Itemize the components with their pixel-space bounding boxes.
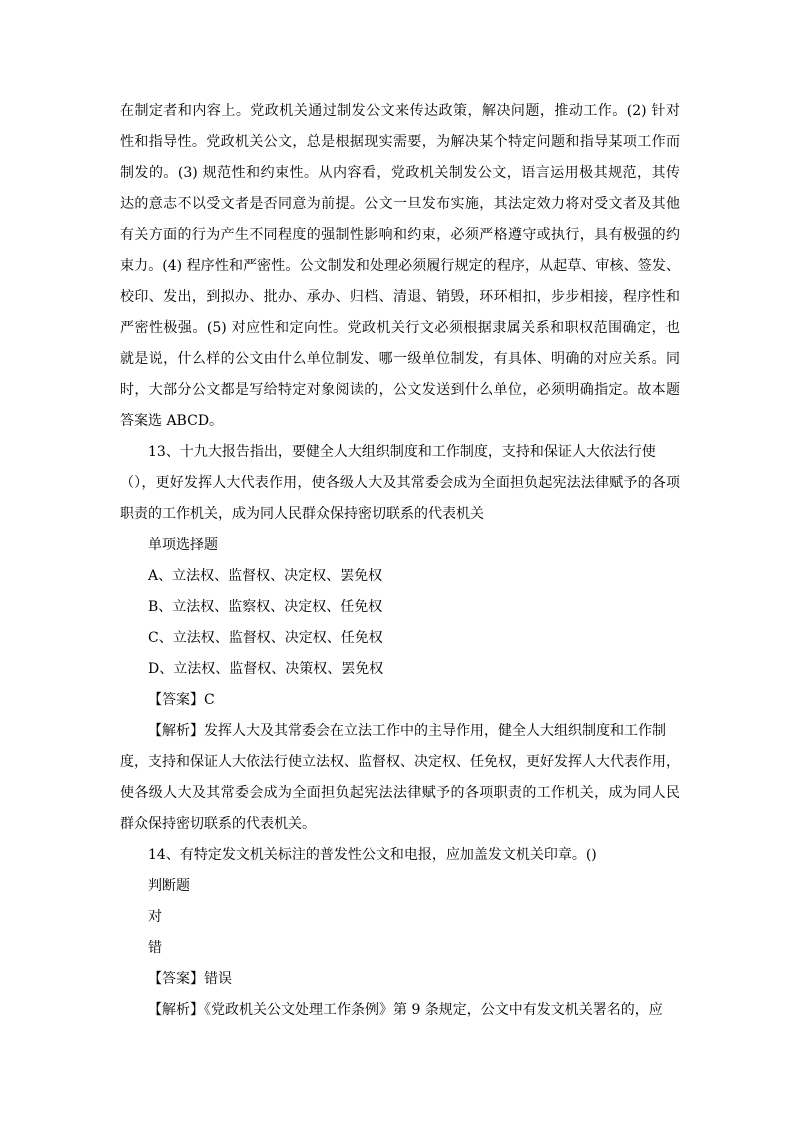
paragraph-line: 严密性极强。(5) 对应性和定向性。党政机关行文必须根据隶属关系和职权范围确定，也: [120, 320, 680, 336]
document-page: [120, 96, 680, 1026]
explanation-line: 使各级人大及其常委会成为全面担负起宪法法律赋予的各项职责的工作机关，成为同人民: [120, 785, 680, 801]
question-stem-line: 14、有特定发文机关标注的普发性公文和电报，应加盖发文机关印章。(): [148, 847, 597, 863]
option-b: B、立法权、监察权、决定权、任免权: [148, 599, 383, 615]
explanation-line: 群众保持密切联系的代表机关。: [120, 816, 316, 832]
paragraph-line: 制发的。(3) 规范性和约束性。从内容看，党政机关制发公文，语言运用极其规范，其传: [120, 165, 680, 181]
question-stem-line: 职责的工作机关，成为同人民群众保持密切联系的代表机关: [120, 506, 484, 522]
question-type: 单项选择题: [148, 537, 218, 553]
paragraph-line: 答案选 ABCD。: [120, 413, 224, 429]
explanation-line: 度，支持和保证人大依法行使立法权、监督权、决定权、任免权，更好发挥人大代表作用，: [120, 754, 680, 770]
option-c: C、立法权、监督权、决定权、任免权: [148, 630, 383, 646]
paragraph-line: 校印、发出，到拟办、批办、承办、归档、清退、销毁，环环相扣，步步相接，程序性和: [120, 289, 680, 305]
q12-explanation: [120, 96, 680, 437]
option-d: D、立法权、监督权、决策权、罢免权: [148, 661, 384, 677]
question-type: 判断题: [148, 878, 190, 894]
paragraph-line: 性和指导性。党政机关公文，总是根据现实需要，为解决某个特定问题和指导某项工作而: [120, 134, 680, 150]
paragraph-line: 时，大部分公文都是写给特定对象阅读的，公文发送到什么单位，必须明确指定。故本题: [120, 382, 680, 398]
answer: 【答案】C: [148, 692, 215, 708]
explanation-line: 【解析】发挥人大及其常委会在立法工作中的主导作用，健全人大组织制度和工作制: [148, 723, 666, 739]
paragraph-line: 有关方面的行为产生不同程度的强制性影响和约束，必须严格遵守或执行，具有极强的约: [120, 227, 680, 243]
question-stem-line: 13、十九大报告指出，要健全人大组织制度和工作制度，支持和保证人大依法行使: [148, 444, 656, 460]
option-true: 对: [148, 909, 162, 925]
paragraph-line: 就是说，什么样的公文由什么单位制发、哪一级单位制发，有具体、明确的对应关系。同: [120, 351, 680, 367]
question-14: [120, 840, 680, 1026]
option-a: A、立法权、监督权、决定权、罢免权: [148, 568, 383, 584]
explanation-line: 【解析】《党政机关公文处理工作条例》第 9 条规定，公文中有发文机关署名的，应: [148, 1002, 663, 1018]
question-13: [120, 437, 680, 840]
option-false: 错: [148, 940, 162, 956]
question-stem-line: （），更好发挥人大代表作用，使各级人大及其常委会成为全面担负起宪法法律赋予的各项: [120, 475, 680, 491]
paragraph-line: 达的意志不以受文者是否同意为前提。公文一旦发布实施，其法定效力将对受文者及其他: [120, 196, 680, 212]
paragraph-line: 束力。(4) 程序性和严密性。公文制发和处理必须履行规定的程序，从起草、审核、签发、: [120, 258, 680, 274]
paragraph-line: 在制定者和内容上。党政机关通过制发公文来传达政策，解决问题，推动工作。(2) 针对: [120, 103, 680, 119]
answer: 【答案】错误: [148, 971, 232, 987]
